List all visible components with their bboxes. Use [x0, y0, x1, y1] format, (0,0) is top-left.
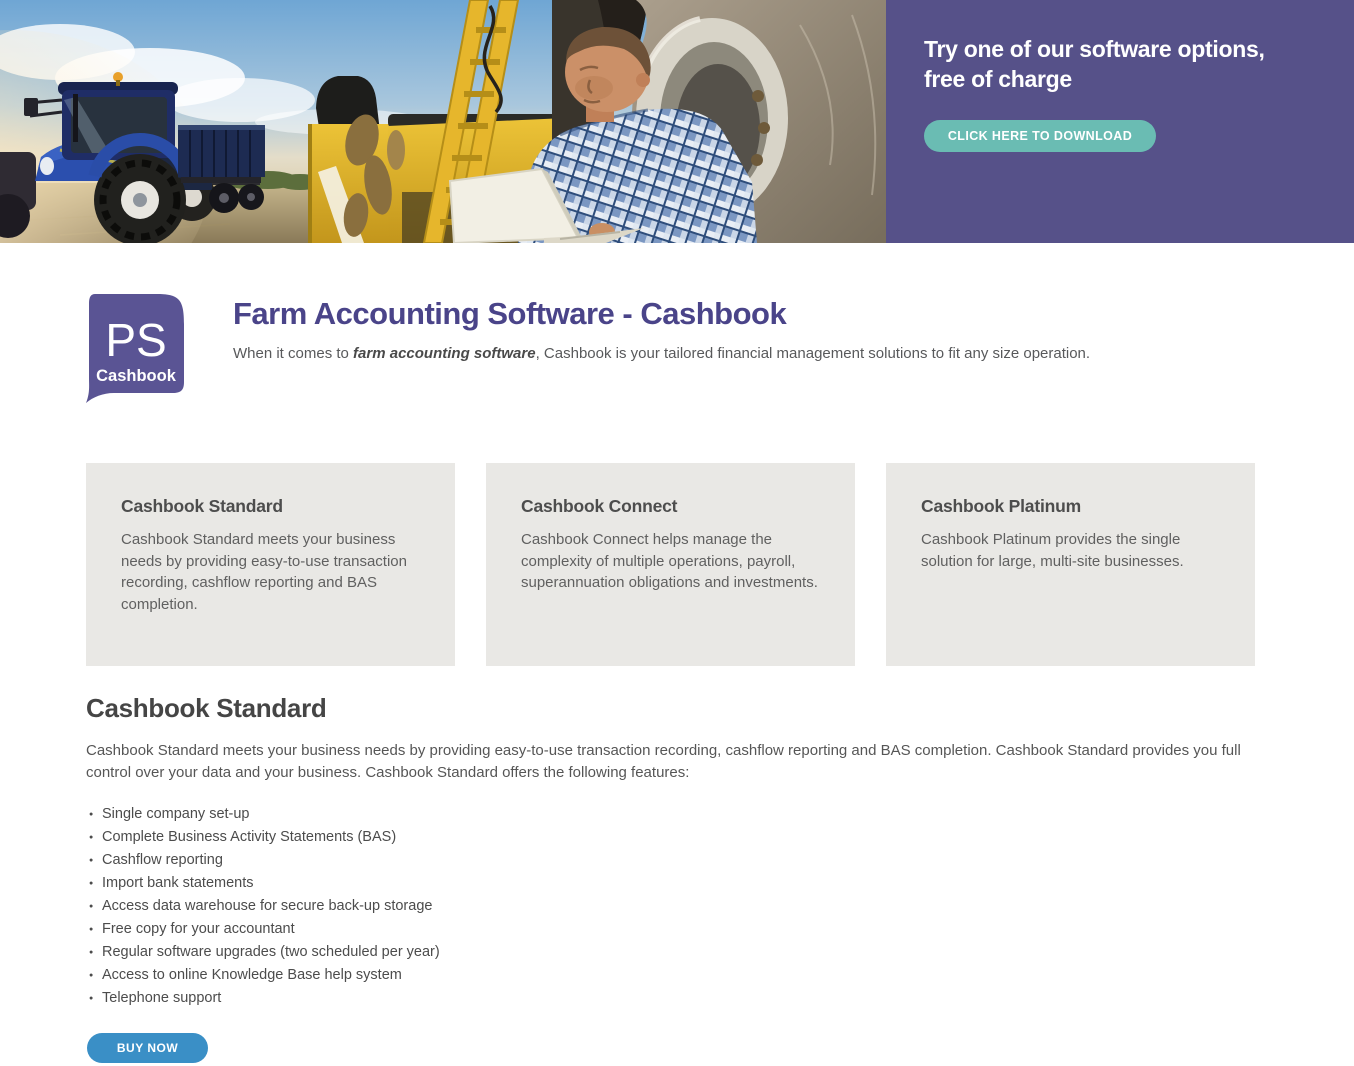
feature-item: ● Cashflow reporting [86, 849, 1255, 872]
card-title: Cashbook Standard [121, 496, 283, 516]
subtitle-suffix: , Cashbook is your tailored financial management solutions to fit any size operation. [535, 345, 1091, 362]
product-cards [86, 463, 1354, 666]
farm-photo-illustration [0, 0, 886, 243]
promo-title-line2: free of charge [924, 66, 1072, 92]
subtitle-prefix: When it comes to [233, 345, 354, 362]
cashbook-standard-detail [86, 693, 1255, 1063]
feature-list [86, 803, 1255, 1010]
intro-section [84, 294, 1256, 404]
hero-promo-panel [886, 0, 1354, 243]
logo-cashbook-text: Cashbook [96, 367, 176, 385]
feature-item: ● Complete Business Activity Statements (BAS) [86, 826, 1255, 849]
page-title: Farm Accounting Software - Cashbook [233, 296, 787, 331]
promo-title-line1: Try one of our software options, [924, 36, 1265, 62]
subtitle-emphasis: farm accounting software [353, 345, 536, 362]
hero-photo [0, 0, 886, 243]
card-title: Cashbook Platinum [921, 496, 1081, 516]
intro-text [233, 294, 1090, 404]
section-title: Cashbook Standard [86, 693, 327, 723]
buy-now-button[interactable]: BUY NOW [87, 1033, 208, 1063]
hero-banner [0, 0, 1354, 243]
logo-badge [84, 294, 187, 404]
feature-item: ● Access data warehouse for secure back-up storage [86, 895, 1255, 918]
card-cashbook-platinum [886, 463, 1255, 666]
card-body: Cashbook Connect helps manage the complexity of multiple operations, payroll, superannuation obligations and investments. [521, 531, 818, 591]
card-body: Cashbook Standard meets your business needs by providing easy-to-use transaction recording, cashflow reporting and BAS completion. [121, 531, 407, 613]
feature-item: ● Free copy for your accountant [86, 918, 1255, 941]
card-title: Cashbook Connect [521, 496, 678, 516]
card-body: Cashbook Platinum provides the single solution for large, multi-site businesses. [921, 531, 1184, 570]
logo-ps-text: PS [105, 314, 167, 366]
ps-cashbook-logo [84, 294, 187, 404]
page-subtitle [233, 345, 1090, 362]
promo-title [924, 34, 1316, 94]
card-cashbook-standard [86, 463, 455, 666]
feature-item: ● Access to online Knowledge Base help system [86, 964, 1255, 987]
download-button[interactable]: CLICK HERE TO DOWNLOAD [924, 120, 1156, 152]
feature-item: ● Import bank statements [86, 872, 1255, 895]
card-cashbook-connect [486, 463, 855, 666]
section-paragraph: Cashbook Standard meets your business needs by providing easy-to-use transaction recording, cashflow reporting and BAS completion. Cashbook Standard provides you full control over your data and your business. Cashbook Standard offers the following features: [86, 742, 1241, 781]
feature-item: ● Regular software upgrades (two scheduled per year) [86, 941, 1255, 964]
feature-item: ● Telephone support [86, 987, 1255, 1010]
feature-item: ● Single company set-up [86, 803, 1255, 826]
